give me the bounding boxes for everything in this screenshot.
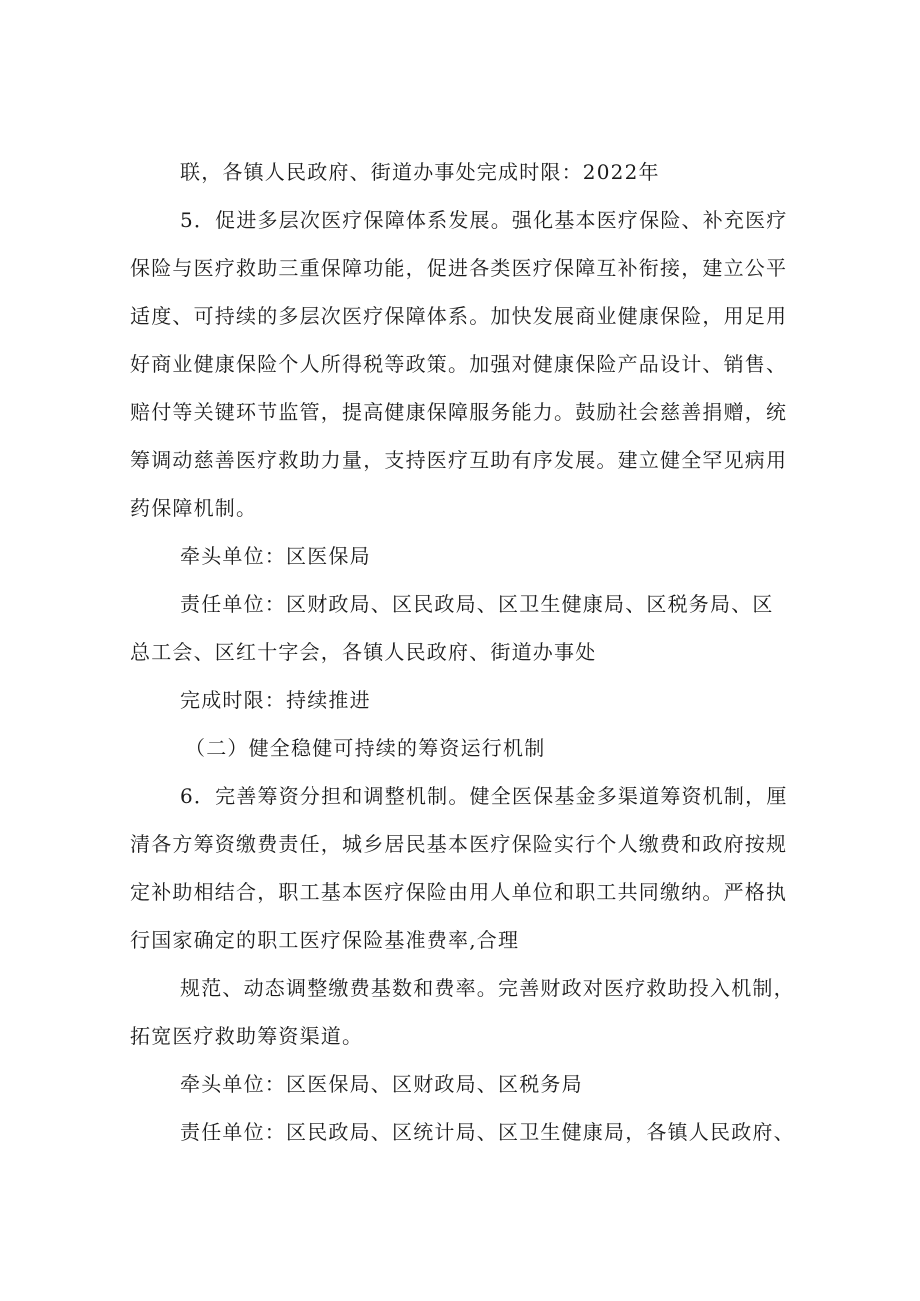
text-line: 适度、可持续的多层次医疗保障体系。加快发展商业健康保险，用足用 (130, 304, 788, 328)
responsible-unit-line: 责任单位：区民政局、区统计局、区卫生健康局，各镇人民政府、 (180, 1120, 795, 1144)
lead-unit-line: 牵头单位：区医保局、区财政局、区税务局 (180, 1072, 583, 1096)
text-line: 保险与医疗救助三重保障功能，促进各类医疗保障互补衔接，建立公平 (130, 256, 788, 280)
responsible-unit-line: 责任单位：区财政局、区民政局、区卫生健康局、区税务局、区 (180, 592, 774, 616)
deadline-line: 完成时限：持续推进 (180, 688, 371, 712)
text-line: 定补助相结合，职工基本医疗保险由用人单位和职工共同缴纳。严格执 (130, 880, 788, 904)
lead-unit-line: 牵头单位：区医保局 (180, 544, 371, 568)
text-line: 药保障机制。 (130, 496, 258, 520)
text-line: 联，各镇人民政府、街道办事处完成时限：2022年 (180, 160, 660, 184)
text-line: 总工会、区红十字会，各镇人民政府、街道办事处 (130, 640, 597, 664)
text-line: 清各方筹资缴费责任，城乡居民基本医疗保险实行个人缴费和政府按规 (130, 832, 788, 856)
text-line: 规范、动态调整缴费基数和费率。完善财政对医疗救助投入机制， (180, 976, 795, 1000)
text-line: 赔付等关键环节监管，提高健康保障服务能力。鼓励社会慈善捐赠，统 (130, 400, 788, 424)
text-line: 好商业健康保险个人所得税等政策。加强对健康保险产品设计、销售、 (130, 352, 788, 376)
item-6-heading-line: 6．完善筹资分担和调整机制。健全医保基金多渠道筹资机制，厘 (180, 784, 788, 808)
section-heading: （二）健全稳健可持续的筹资运行机制 (185, 736, 546, 760)
text-line: 拓宽医疗救助筹资渠道。 (130, 1024, 364, 1048)
text-line: 筹调动慈善医疗救助力量，支持医疗互助有序发展。建立健全罕见病用 (130, 448, 788, 472)
text-line: 行国家确定的职工医疗保险基准费率,合理 (130, 928, 520, 952)
item-5-heading-line: 5．促进多层次医疗保障体系发展。强化基本医疗保险、补充医疗 (180, 208, 788, 232)
